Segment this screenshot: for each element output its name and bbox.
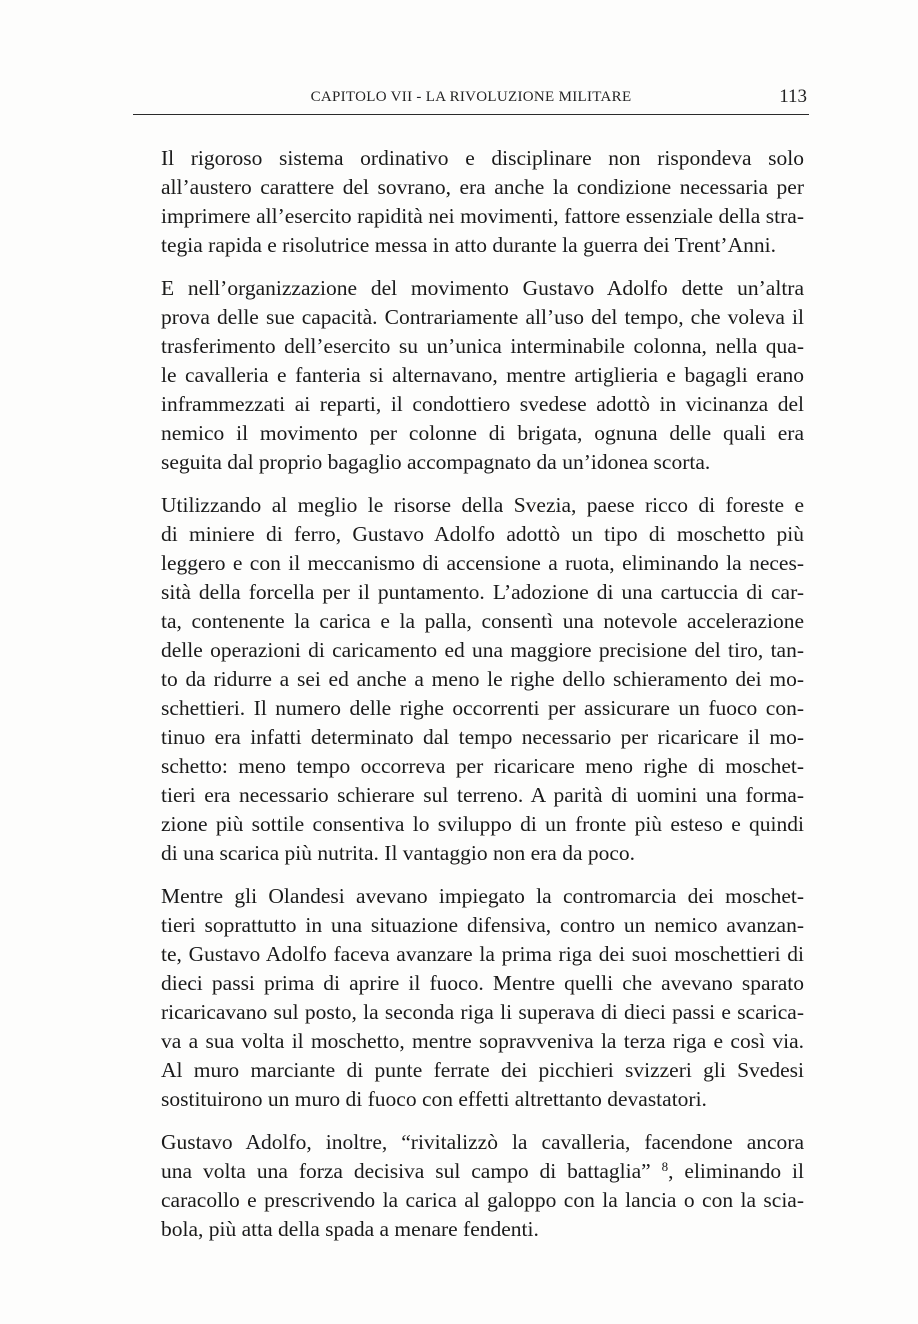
text-line: tieri era necessario schierare sul terreno. A parità di uomini una forma- bbox=[161, 783, 804, 807]
paragraph-4 bbox=[131, 882, 804, 1114]
text-line: Gustavo Adolfo, inoltre, “rivitalizzò la cavalleria, facendone ancora bbox=[161, 1130, 804, 1154]
text-line: Mentre gli Olandesi avevano impiegato la contromarcia dei moschet- bbox=[161, 884, 804, 908]
body-text bbox=[131, 144, 804, 1258]
footnote-reference[interactable]: 8 bbox=[661, 1159, 669, 1174]
page-number: 113 bbox=[779, 86, 807, 107]
text-line: te, Gustavo Adolfo faceva avanzare la prima riga dei suoi moschettieri di bbox=[161, 942, 804, 966]
text-line: seguita dal proprio bagaglio accompagnato da un’idonea scorta. bbox=[161, 450, 711, 474]
text-line: nemico il movimento per colonne di brigata, ognuna delle quali era bbox=[161, 421, 804, 445]
text-line: le cavalleria e fanteria si alternavano, mentre artiglieria e bagagli erano bbox=[161, 363, 804, 387]
text-line: Utilizzando al meglio le risorse della Svezia, paese ricco di foreste e bbox=[161, 493, 804, 517]
text-line: Al muro marciante di punte ferrate dei picchieri svizzeri gli Svedesi bbox=[161, 1058, 804, 1082]
text-line: all’austero carattere del sovrano, era anche la condizione necessaria per bbox=[161, 175, 804, 199]
paragraph-5 bbox=[131, 1128, 804, 1244]
text-line: ta, contenente la carica e la palla, consentì una notevole accelerazione bbox=[161, 609, 804, 633]
paragraph-3 bbox=[131, 491, 804, 868]
text-line: bola, più atta della spada a menare fendenti. bbox=[161, 1217, 539, 1241]
paragraph-2 bbox=[131, 274, 804, 477]
text-line: dieci passi prima di aprire il fuoco. Mentre quelli che avevano sparato bbox=[161, 971, 804, 995]
text-line: sità della forcella per il puntamento. L’adozione di una cartuccia di car- bbox=[161, 580, 804, 604]
text-segment: una volta una forza decisiva sul campo di battaglia” bbox=[161, 1159, 662, 1183]
text-line: caracollo e prescrivendo la carica al galoppo con la lancia o con la scia- bbox=[161, 1188, 804, 1212]
text-line: zione più sottile consentiva lo sviluppo di un fronte più esteso e quindi bbox=[161, 812, 804, 836]
text-line: va a sua volta il moschetto, mentre sopravveniva la terza riga e così via. bbox=[161, 1029, 804, 1053]
text-line: prova delle sue capacità. Contrariamente all’uso del tempo, che voleva il bbox=[161, 305, 804, 329]
text-line: di una scarica più nutrita. Il vantaggio non era da poco. bbox=[161, 841, 636, 865]
text-line: tinuo era infatti determinato dal tempo necessario per ricaricare il mo- bbox=[161, 725, 804, 749]
text-line: to da ridurre a sei ed anche a meno le righe dello schieramento dei mo- bbox=[161, 667, 804, 691]
text-line: tegia rapida e risolutrice messa in atto durante la guerra dei Trent’Anni. bbox=[161, 233, 776, 257]
text-segment: , eliminando il bbox=[668, 1159, 804, 1183]
paragraph-1 bbox=[131, 144, 804, 260]
text-line: ricaricavano sul posto, la seconda riga li superava di dieci passi e scarica- bbox=[161, 1000, 804, 1024]
text-line: imprimere all’esercito rapidità nei movimenti, fattore essenziale della stra- bbox=[161, 204, 804, 228]
text-line: tieri soprattutto in una situazione difensiva, contro un nemico avanzan- bbox=[161, 913, 804, 937]
running-header bbox=[133, 84, 809, 115]
text-line: E nell’organizzazione del movimento Gustavo Adolfo dette un’altra bbox=[161, 276, 804, 300]
running-title: CAPITOLO VII - LA RIVOLUZIONE MILITARE bbox=[310, 89, 632, 105]
text-line: di miniere di ferro, Gustavo Adolfo adottò un tipo di moschetto più bbox=[161, 522, 804, 546]
text-line: leggero e con il meccanismo di accensione a ruota, eliminando la neces- bbox=[161, 551, 804, 575]
text-line: schetto: meno tempo occorreva per ricaricare meno righe di moschet- bbox=[161, 754, 804, 778]
text-line: sostituirono un muro di fuoco con effetti altrettanto devastatori. bbox=[161, 1087, 707, 1111]
text-line: schettieri. Il numero delle righe occorrenti per assicurare un fuoco con- bbox=[161, 696, 804, 720]
text-line: inframmezzati ai reparti, il condottiero svedese adottò in vicinanza del bbox=[161, 392, 804, 416]
text-line: Il rigoroso sistema ordinativo e disciplinare non rispondeva solo bbox=[161, 146, 804, 170]
text-line: delle operazioni di caricamento ed una maggiore precisione del tiro, tan- bbox=[161, 638, 804, 662]
text-line: trasferimento dell’esercito su un’unica interminabile colonna, nella qua- bbox=[161, 334, 804, 358]
text-line-with-footnote bbox=[131, 1157, 804, 1186]
